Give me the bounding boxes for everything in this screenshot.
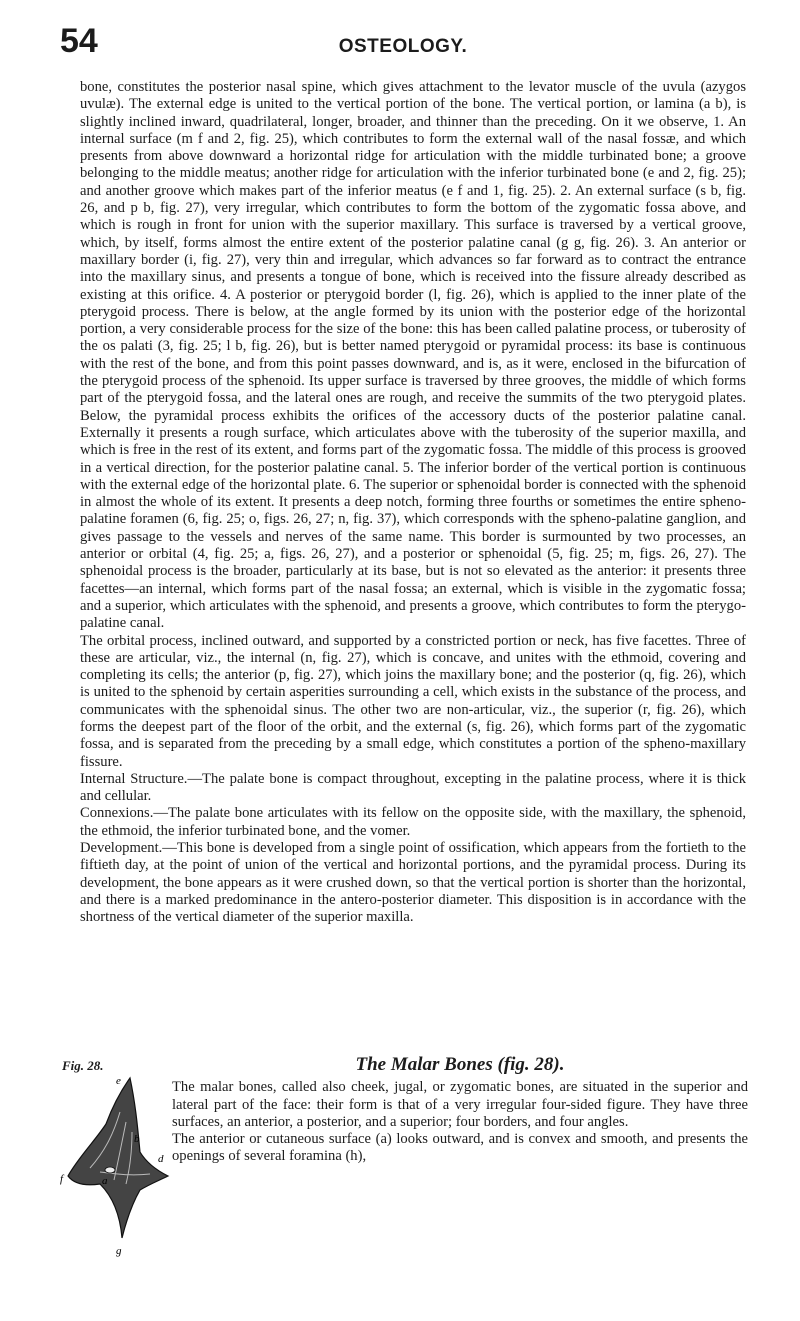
fig-letter-a: a [102,1175,108,1187]
paragraph-malar-intro: The malar bones, called also cheek, jugal, or zygomatic bones, are situated in the superior and lateral part of the face: their form is that of a very irregular four-sided figure. They have three surfaces, an anterior, a posterior, and a superior; four borders, and four angles. [172,1079,748,1130]
malar-section-text [172,1056,748,1166]
figure-label: Fig. 28. [62,1058,104,1073]
paragraph-connexions: Connexions.—The palate bone articulates with its fellow on the opposite side, with the maxillary, the sphenoid, the ethmoid, the inferior turbinated bone, and the vomer. [80,805,746,839]
page-number: 54 [60,22,98,60]
malar-bone-outline [68,1078,168,1238]
malar-bones-section [60,1056,746,1316]
section-title: The Malar Bones (fig. 28). [355,1054,565,1075]
paragraph-internal-structure: Internal Structure.—The palate bone is compact throughout, excepting in the palatine process, where it is thick and cellular. [80,770,746,805]
paragraph-malar-anterior-surface: The anterior or cutaneous surface (a) looks outward, and is convex and smooth, and presents the openings of several foramina (h), [172,1131,748,1165]
fig-letter-d: d [158,1153,164,1165]
page-header [60,16,746,66]
paragraph-palate-vertical-portion: bone, constitutes the posterior nasal spine, which gives attachment to the levator muscle of the uvula (azygos uvulæ). The external edge is united to the vertical portion of the bone. The vertical portion, or lamina (a b), is slightly inclined inward, quadrilateral, longer, broader, and thinner than the preceding. On it we observe, 1. An internal surface (m f and 2, fig. 25), which contributes to form the external wall of the nasal fossæ, and which presents from above downward a horizontal ridge for articulation with the middle turbinated bone; a groove belonging to the middle meatus; another ridge for articulation with the inferior turbinated bone (e and 2, fig. 25); and another groove which makes part of the inferior meatus (e f and 1, fig. 25). 2. An external surface (s b, fig. 26, and p b, fig. 27), very irregular, which contributes to form the bottom of the zygomatic fossa above, and which is rough in front for union with the superior maxillary. This surface is traversed by a vertical groove, which, by itself, forms almost the entire extent of the posterior palatine canal (g g, fig. 26). 3. An anterior or maxillary border (i, fig. 27), very thin and irregular, which advances so far forward as to contract the entrance into the maxillary sinus, and presents a tongue of bone, which is received into the fissure already described as existing at this orifice. 4. A posterior or pterygoid border (l, fig. 26), which is applied to the inner plate of the pterygoid process. There is below, at the angle formed by its union with the posterior edge of the horizontal portion, a very considerable process for the size of the bone: this has been called palatine process, or tuberosity of the os palati (3, fig. 25; l b, fig. 26), but is better named pterygoid or pyramidal process: its base is continuous with the rest of the bone, and from this point passes downward, and is, as it were, enclosed in the bifurcation of the pterygoid process of the sphenoid. Its upper surface is traversed by three grooves, the middle of which forms part of the pterygoid fossa, and the lateral ones are rough, and receive the summits of the two pterygoid plates. Below, the pyramidal process exhibits the orifices of the accessory ducts of the posterior palatine canal. Externally it presents a rough surface, which articulates above with the tuberosity of the superior maxilla, and which is free in the rest of its extent, and forms part of the zygomatic fossa. The middle of this process is grooved in a vertical direction, for the posterior palatine canal. 5. The inferior border of the vertical portion is continuous with the external edge of the horizontal plate. 6. The superior or sphenoidal border is connected with the sphenoid in almost the whole of its extent. It presents a deep notch, forming three fourths or sometimes the entire spheno-palatine foramen (6, fig. 25; o, figs. 26, 27; n, fig. 37), which corresponds with the spheno-palatine ganglion, and gives passage to the vessels and nerves of the same name. This border is surmounted by two processes, an anterior or orbital (4, fig. 25; a, figs. 26, 27), and a posterior or sphenoidal (5, fig. 25; m, figs. 26, 27). The sphenoidal process is the broader, particularly at its base, but is not so elevated as the anterior: it presents three facettes—an internal, which forms part of the nasal fossa; an external, which is visible in the zygomatic fossa; and a superior, which articulates with the sphenoid, and presents a groove, which contributes to form the pterygo-palatine canal. [80,79,746,632]
paragraph-orbital-process: The orbital process, inclined outward, and supported by a constricted portion or neck, has five facettes. Three of these are articular, viz., the internal (n, fig. 27), which is concave, and unites with the ethmoid, covering and completing its cells; the anterior (p, fig. 27), which joins the maxillary bone; and the posterior (q, fig. 26), which is united to the sphenoid by certain asperities surrounding a cell, which exists in the substance of the process, and communicates with the sphenoidal sinus. The other two are non-articular, viz., the superior (r, fig. 26), which forms the deepest part of the floor of the orbit, and the external (s, fig. 26), which forms part of the zygomatic fossa, and is separated from the preceding by a small edge, which constitutes a portion of the spheno-maxillary fissure. [80,632,746,770]
paragraph-development: Development.—This bone is developed from a single point of ossification, which appears from the fortieth to the fiftieth day, at the point of union of the vertical and horizontal portions, and the pyramidal process. During its development, the bone appears as it were crushed down, so that the vertical portion is shorter than the horizontal, and there is a marked predominance in the antero-posterior diameter. This disposition is in accordance with the shortness of the vertical diameter of the superior maxilla. [80,840,746,926]
malar-bone-illustration [60,1072,170,1272]
body-text [80,79,746,927]
running-head: OSTEOLOGY. [338,36,468,57]
fig-letter-g: g [116,1245,122,1257]
fig-letter-f: f [60,1173,64,1185]
fig-letter-e: e [116,1075,121,1087]
fig-letter-b: b [134,1133,140,1145]
figure-28 [60,1056,164,1296]
malar-foramen [105,1167,115,1173]
